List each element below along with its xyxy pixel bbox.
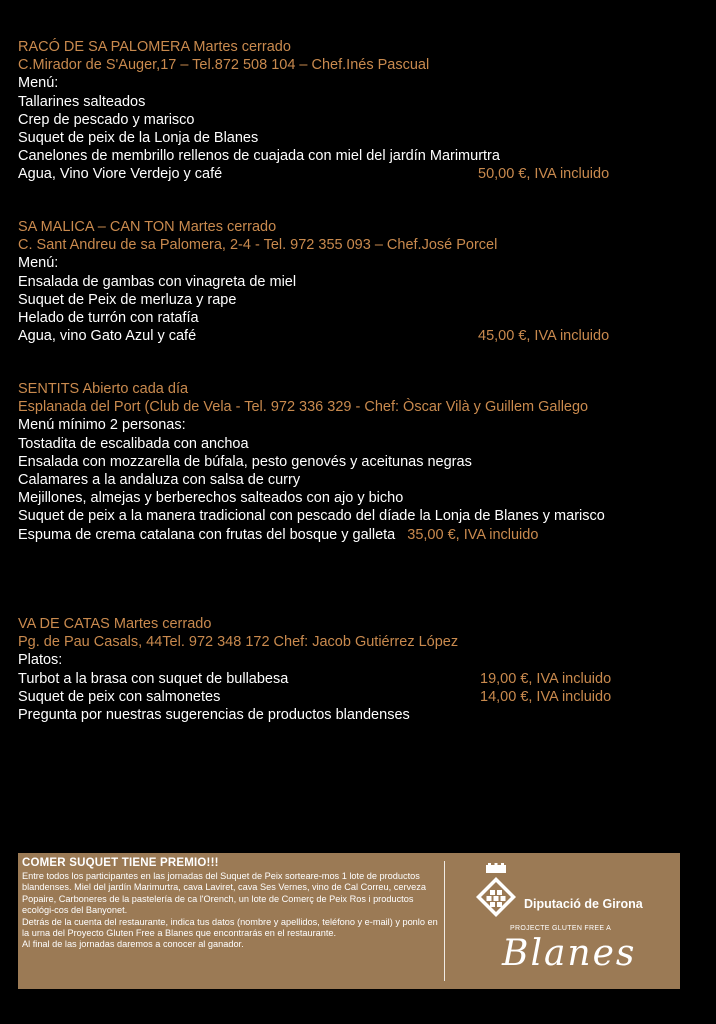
priced-item <box>18 670 678 688</box>
menu-item-last <box>18 526 678 544</box>
menu-heading: Platos: <box>18 652 63 669</box>
priced-item <box>18 688 678 706</box>
banner-divider <box>444 861 445 981</box>
menu-price: 45,00 €, IVA incluido <box>478 328 610 345</box>
blanes-logo-label: Blanes <box>502 933 637 974</box>
menu-item-last <box>18 327 678 345</box>
restaurant-section-malica <box>18 218 678 345</box>
restaurant-address: C.Mirador de S'Auger,17 – Tel.872 508 104 – Chef.Inés Pascual <box>18 57 430 74</box>
menu-item: Mejillones, almejas y berberechos salteados con ajo y bicho <box>18 490 404 507</box>
menu-item: Crep de pescado y marisco <box>18 111 195 128</box>
menu-price: 19,00 €, IVA incluido <box>480 670 612 687</box>
menu-note: Pregunta por nuestras sugerencias de productos blandenses <box>18 707 410 724</box>
menu-item: Helado de turrón con ratafía <box>18 310 199 327</box>
restaurant-title: SA MALICA – CAN TON Martes cerrado <box>18 219 277 235</box>
menu-item: Ensalada con mozzarella de búfala, pesto genovés y aceitunas negras <box>18 453 472 470</box>
menu-item: Calamares a la andaluza con salsa de curry <box>18 472 301 489</box>
menu-price: 35,00 €, IVA incluido <box>407 526 539 543</box>
restaurant-address: C. Sant Andreu de sa Palomera, 2-4 - Tel. 972 355 093 – Chef.José Porcel <box>18 237 498 254</box>
prize-paragraph: Entre todos los participantes en las jornadas del Suquet de Peix sorteare-mos 1 lote de productos blandenses. Miel del jardín Marimurtra, cava Laviret, cava Ses Vernes, vino de Cal Correu, cerveza Popaire, Carboneres de la pastelería de ca l'Orench, un lote de Comerç de Peix Ros i productos ecológi-cos del Banyonet. <box>22 871 426 916</box>
menu-item-text: Agua, vino Gato Azul y café <box>18 328 197 345</box>
menu-item: Suquet de Peix de merluza y rape <box>18 291 237 308</box>
menu-heading: Menú: <box>18 255 59 272</box>
restaurant-title: VA DE CATAS Martes cerrado <box>18 616 212 632</box>
menu-item: Canelones de membrillo rellenos de cuajada con miel del jardín Marimurtra <box>18 148 500 165</box>
restaurant-address: Pg. de Pau Casals, 44Tel. 972 348 172 Chef: Jacob Gutiérrez López <box>18 634 459 651</box>
diputacio-logo-label: Diputació de Girona <box>524 897 643 911</box>
gluten-free-tagline: PROJECTE GLUTEN FREE A <box>510 925 612 932</box>
restaurant-section-sentits <box>18 380 678 544</box>
prize-banner <box>18 853 680 989</box>
prize-title: COMER SUQUET TIENE PREMIO!!! <box>22 857 219 869</box>
sponsor-logos <box>450 859 676 985</box>
restaurant-address: Esplanada del Port (Club de Vela - Tel. 972 336 329 - Chef: Òscar Vilà y Guillem Gallego <box>18 399 589 416</box>
restaurant-title: SENTITS Abierto cada día <box>18 381 189 397</box>
menu-item: Suquet de peix de la Lonja de Blanes <box>18 130 259 147</box>
menu-item: Suquet de peix a la manera tradicional con pescado del díade la Lonja de Blanes y marisco <box>18 508 605 525</box>
prize-paragraph: Detrás de la cuenta del restaurante, indica tus datos (nombre y apellidos, teléfono y e-mail) y ponlo en la urna del Proyecto Gluten Free a Blanes que encontrarás en el restaurante. <box>22 916 438 939</box>
menu-item-text: Suquet de peix con salmonetes <box>18 688 221 705</box>
prize-text <box>22 857 442 951</box>
menu-item: Tallarines salteados <box>18 93 146 110</box>
menu-item: Ensalada de gambas con vinagreta de miel <box>18 273 297 290</box>
menu-item-last <box>18 165 678 183</box>
menu-item: Tostadita de escalibada con anchoa <box>18 435 249 452</box>
restaurant-title: RACÓ DE SA PALOMERA Martes cerrado <box>18 39 291 55</box>
restaurant-section-va-de-catas <box>18 615 678 724</box>
menu-item-text: Turbot a la brasa con suquet de bullabesa <box>18 670 289 687</box>
menu-item-text: Espuma de crema catalana con frutas del bosque y galleta <box>18 526 396 543</box>
menu-item-text: Agua, Vino Viore Verdejo y café <box>18 166 223 183</box>
menu-heading: Menú: <box>18 75 59 92</box>
diputacio-emblem-icon <box>474 863 518 923</box>
menu-price: 14,00 €, IVA incluido <box>480 688 612 705</box>
restaurant-section-raco <box>18 38 678 184</box>
prize-paragraph: Al final de las jornadas daremos a conocer al ganador. <box>22 939 244 950</box>
menu-price: 50,00 €, IVA incluido <box>478 166 610 183</box>
menu-heading: Menú mínimo 2 personas: <box>18 417 186 434</box>
